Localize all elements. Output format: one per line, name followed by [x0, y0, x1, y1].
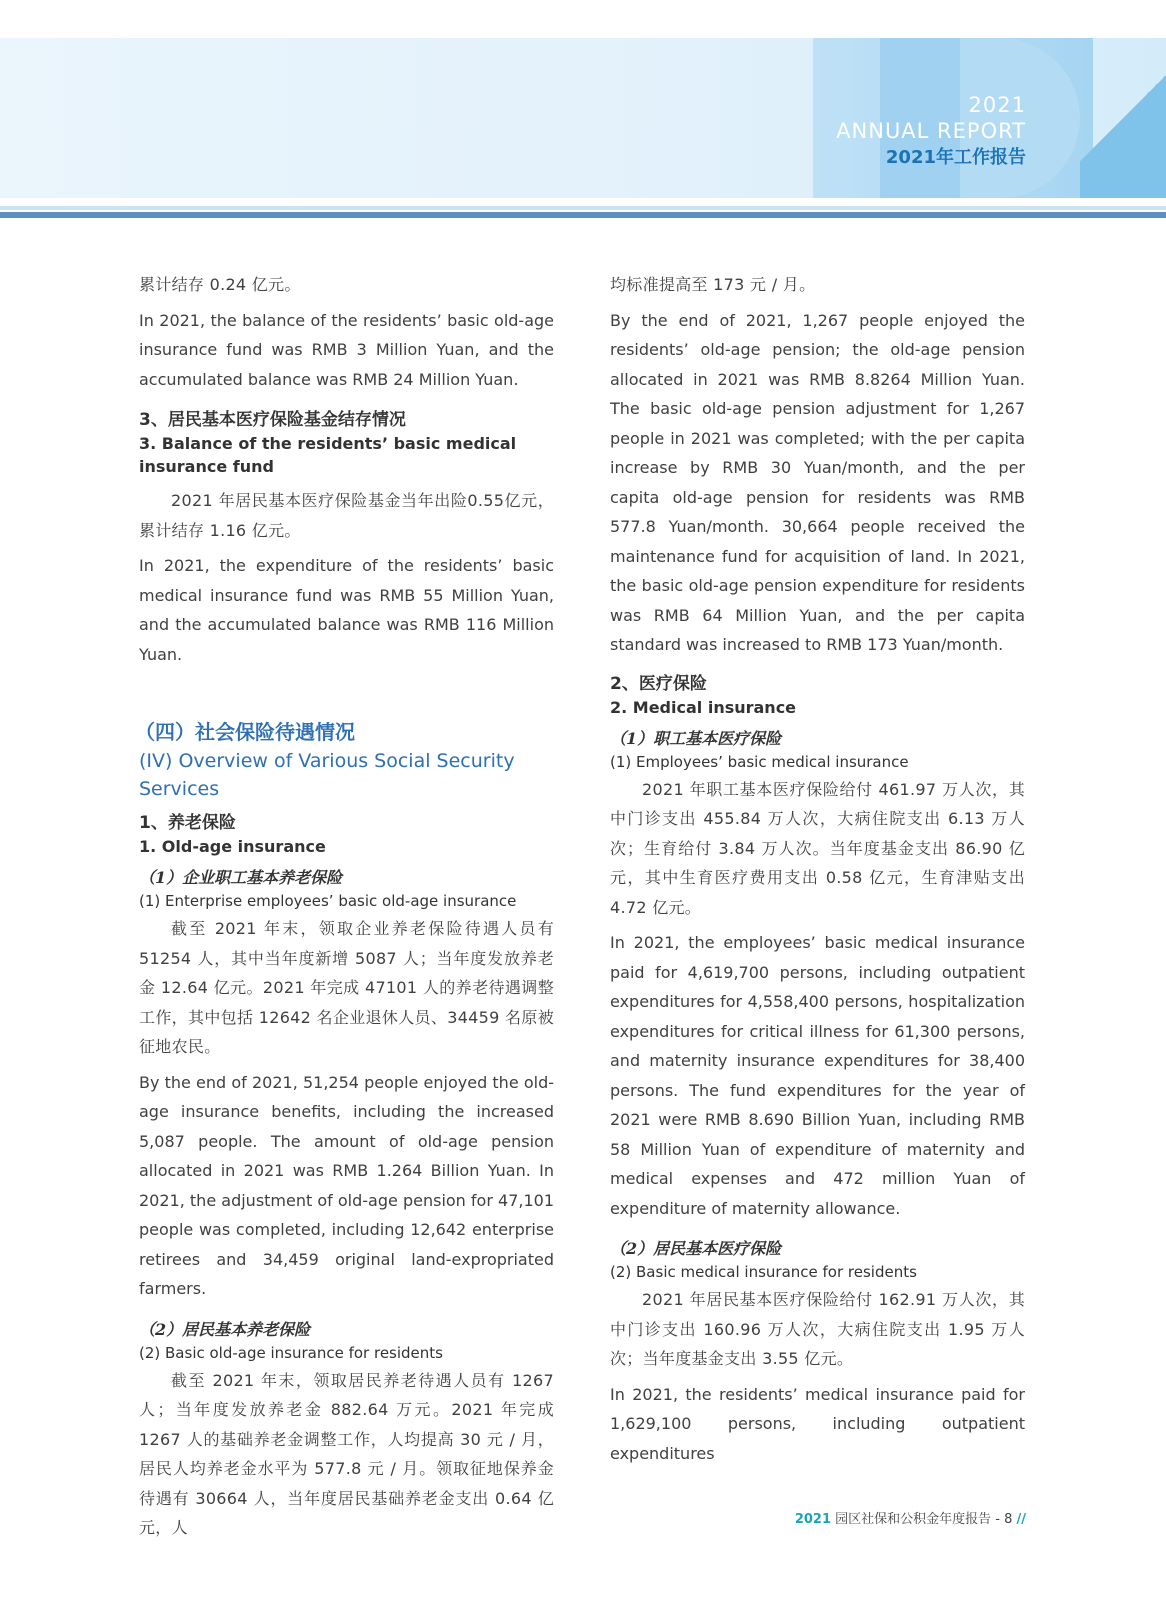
left-column	[135, 270, 554, 1549]
paragraph-cn: 截至 2021 年末，领取企业养老保险待遇人员有 51254 人，其中当年度新增 5087 人；当年度发放养老金 12.64 亿元。2021 年完成 47101 人的养老待遇调整工作，其中包括 12642 名企业退休人员、34459 名原被征地农民。	[139, 919, 554, 1056]
section-title-en: (IV) Overview of Various Social Security Services	[139, 750, 515, 800]
heading-en: 2. Medical insurance	[610, 697, 797, 717]
heading-cn: 2、医疗保险	[610, 673, 707, 694]
paragraph-cn: 累计结存 0.24 亿元。	[139, 275, 301, 294]
report-title-block	[836, 92, 1026, 172]
subheading-cn: （1）职工基本医疗保险	[610, 728, 782, 748]
paragraph-en: In 2021, the residents’ medical insurance paid for 1,629,100 persons, including outpatient expenditures	[610, 1384, 1025, 1463]
paragraph-en: By the end of 2021, 1,267 people enjoyed the residents’ old-age pension; the old-age pension allocated in 2021 was RMB 8.8264 Million Yuan. The basic old-age pension adjustment for 1,267 people in 2021 was completed; with the per capita increase by RMB 30 Yuan/month, and the per capita old-age pension for residents was RMB 577.8 Yuan/month. 30,664 people received the maintenance fund for acquisition of land. In 2021, the basic old-age pension expenditure for residents was RMB 64 Million Yuan, and the per capita standard was increased to RMB 173 Yuan/month.	[610, 310, 1025, 654]
subheading-en: (2) Basic medical insurance for residents	[610, 1263, 917, 1281]
subheading-en: (1) Enterprise employees’ basic old-age insurance	[139, 892, 517, 910]
report-title-en: ANNUAL REPORT	[836, 119, 1026, 143]
report-year: 2021	[968, 93, 1026, 117]
right-column	[610, 270, 1025, 1474]
paragraph-cn: 2021 年职工基本医疗保险给付 461.97 万人次，其中门诊支出 455.84 万人次，大病住院支出 6.13 万人次；生育给付 3.84 万人次。当年度基金支出 86.90 亿元，其中生育医疗费用支出 0.58 亿元，生育津贴支出 4.72 亿元。	[610, 779, 1025, 917]
footer-text: 园区社保和公积金年度报告 - 8	[831, 1512, 1017, 1527]
paragraph-cn: 2021 年居民基本医疗保险给付 162.91 万人次，其中门诊支出 160.96 万人次，大病住院支出 1.95 万人次；当年度基金支出 3.55 亿元。	[610, 1290, 1025, 1368]
paragraph-cn: 均标准提高至 173 元 / 月。	[610, 275, 816, 294]
subheading-cn: （1）企业职工基本养老保险	[139, 868, 343, 887]
heading-en: 1. Old-age insurance	[139, 837, 326, 856]
heading-en: 3. Balance of the residents’ basic medical insurance fund	[139, 434, 517, 476]
report-title-cn: 2021年工作报告	[885, 147, 1026, 168]
subheading-cn: （2）居民基本医疗保险	[610, 1239, 782, 1258]
heading-cn: 3、居民基本医疗保险基金结存情况	[139, 410, 406, 430]
subheading-en: (1) Employees’ basic medical insurance	[610, 752, 909, 771]
header-rule-dark	[0, 212, 1166, 218]
page-footer	[795, 1508, 1026, 1527]
paragraph-en: In 2021, the expenditure of the residents’ basic medical insurance fund was RMB 55 Million Yuan, and the accumulated balance was RMB 116 Million Yuan.	[139, 556, 554, 664]
subheading-cn: （2）居民基本养老保险	[139, 1319, 311, 1339]
header-decoration-triangle	[1080, 38, 1166, 198]
footer-year: 2021	[794, 1512, 831, 1527]
footer-slashes: //	[1016, 1512, 1026, 1527]
subheading-en: (2) Basic old-age insurance for residents	[139, 1343, 443, 1362]
paragraph-en: In 2021, the balance of the residents’ basic old-age insurance fund was RMB 3 Million Yuan, and the accumulated balance was RMB 24 Million Yuan.	[139, 310, 554, 389]
paragraph-en: By the end of 2021, 51,254 people enjoyed the old-age insurance benefits, including the increased 5,087 people. The amount of old-age pension allocated in 2021 was RMB 1.264 Billion Yuan. In 2021, the adjustment of old-age pension for 47,101 people was completed, including 12,642 enterprise retirees and 34,459 original land-expropriated farmers.	[139, 1072, 554, 1298]
paragraph-cn: 2021 年居民基本医疗保险基金当年出险0.55亿元，累计结存 1.16 亿元。	[139, 491, 554, 540]
heading-cn: 1、养老保险	[139, 813, 236, 833]
header-rule-light	[0, 206, 1166, 210]
paragraph-cn: 截至 2021 年末，领取居民养老待遇人员有 1267 人；当年度发放养老金 882.64 万元。2021 年完成 1267 人的基础养老金调整工作，人均提高 30 元 / 月，居民人均养老金水平为 577.8 元 / 月。领取征地保养金待遇有 30664 人，当年度居民基础养老金支出 0.64 亿元，人	[139, 1370, 554, 1537]
header-band	[0, 38, 1166, 198]
section-title-cn: （四）社会保险待遇情况	[135, 720, 355, 744]
paragraph-en: In 2021, the employees’ basic medical insurance paid for 4,619,700 persons, including outpatient expenditures for 4,558,400 persons, hospitalization expenditures for critical illness for 61,300 persons, and maternity insurance expenditures for 38,400 persons. The fund expenditures for the year of 2021 were RMB 8.690 Billion Yuan, including RMB 58 Million Yuan of expenditure of maternity and medical expenses and 472 million Yuan of expenditure of maternity allowance.	[610, 933, 1025, 1218]
